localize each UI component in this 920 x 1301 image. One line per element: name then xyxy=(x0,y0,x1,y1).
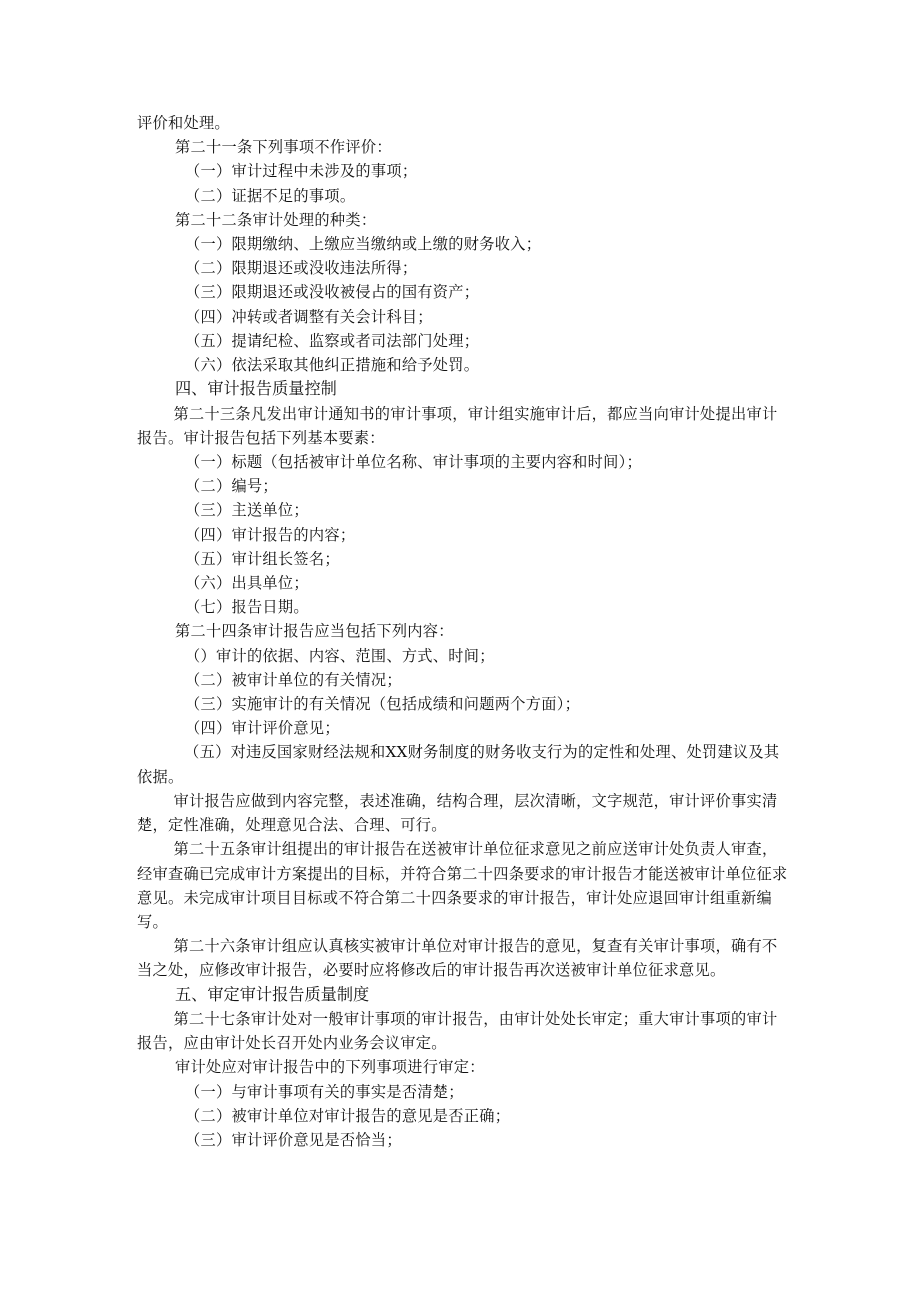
list-item: （六）依法采取其他纠正措施和给予处罚。 xyxy=(185,356,480,375)
list-item: （三）限期退还或没收被侵占的国有资产； xyxy=(185,283,480,302)
list-item: （五）提请纪检、监察或者司法部门处理； xyxy=(185,331,480,350)
article-22: 第二十二条审计处理的种类： xyxy=(175,210,377,229)
list-item: （一）与审计事项有关的事实是否清楚； xyxy=(185,1082,464,1101)
article-27: 第二十七条审计处对一般审计事项的审计报告，由审计处处长审定；重大审计事项的审计报告，应由审计处长召开处内业务会议审定。 xyxy=(137,1009,778,1053)
list-item: （六）出具单位； xyxy=(185,574,309,593)
list-item: （四）冲转或者调整有关会计科目； xyxy=(185,307,433,326)
list-item: （七）报告日期。 xyxy=(185,598,309,617)
list-item: （三）实施审计的有关情况（包括成绩和问题两个方面）； xyxy=(185,695,581,714)
document-page xyxy=(137,111,792,1152)
list-item: （二）被审计单位的有关情况； xyxy=(185,670,402,689)
list-item: （一）审计过程中未涉及的事项； xyxy=(185,162,418,181)
section-heading-5: 五、审定审计报告质量制度 xyxy=(175,984,370,1004)
list-item: （四）审计评价意见； xyxy=(185,719,340,738)
review-items-intro: 审计处应对审计报告中的下列事项进行审定： xyxy=(175,1058,485,1077)
list-item: （二）限期退还或没收违法所得； xyxy=(185,259,418,278)
list-item: （四）审计报告的内容； xyxy=(185,525,356,544)
list-item: （五）审计组长签名； xyxy=(185,549,340,568)
list-item: （二）证据不足的事项。 xyxy=(185,186,356,205)
list-item: （二）编号； xyxy=(185,477,278,496)
section-heading-4: 四、审计报告质量控制 xyxy=(175,379,337,399)
list-item: （二）被审计单位对审计报告的意见是否正确； xyxy=(185,1106,511,1125)
report-requirements-paragraph: 审计报告应做到内容完整，表述准确，结构合理，层次清晰，文字规范，审计评价事实清楚，定性准确，处理意见合法、合理、可行。 xyxy=(137,791,778,835)
list-item-wrapped: （五）对违反国家财经法规和XX财务制度的财务收支行为的定性和处理、处罚建议及其依据。 xyxy=(137,743,780,786)
article-21: 第二十一条下列事项不作评价： xyxy=(175,138,392,157)
article-24: 第二十四条审计报告应当包括下列内容： xyxy=(175,622,454,641)
list-item: （一）标题（包括被审计单位名称、审计事项的主要内容和时间）； xyxy=(185,453,643,472)
article-26: 第二十六条审计组应认真核实被审计单位对审计报告的意见，复查有关审计事项，确有不当之处，应修改审计报告，必要时应将修改后的审计报告再次送被审计单位征求意见。 xyxy=(137,937,778,980)
article-23: 第二十三条凡发出审计通知书的审计事项，审计组实施审计后，都应当向审计处提出审计报告。审计报告包括下列基本要素： xyxy=(137,404,778,447)
list-item: （三）审计评价意见是否恰当； xyxy=(185,1130,402,1149)
list-item: （一）限期缴纳、上缴应当缴纳或上缴的财务收入； xyxy=(185,235,542,254)
continuation-line: 评价和处理。 xyxy=(137,114,230,132)
list-item: （）审计的依据、内容、范围、方式、时间； xyxy=(185,646,495,665)
list-item: （三）主送单位； xyxy=(185,501,309,520)
article-25: 第二十五条审计组提出的审计报告在送被审计单位征求意见之前应送审计处负责人审查，经审查确已完成审计方案提出的目标，并符合第二十四条要求的审计报告才能送被审计单位征求意见。未完成审计项目目标或不符合第二十四条要求的审计报告，审计处应退回审计组重新编写。 xyxy=(137,840,788,931)
